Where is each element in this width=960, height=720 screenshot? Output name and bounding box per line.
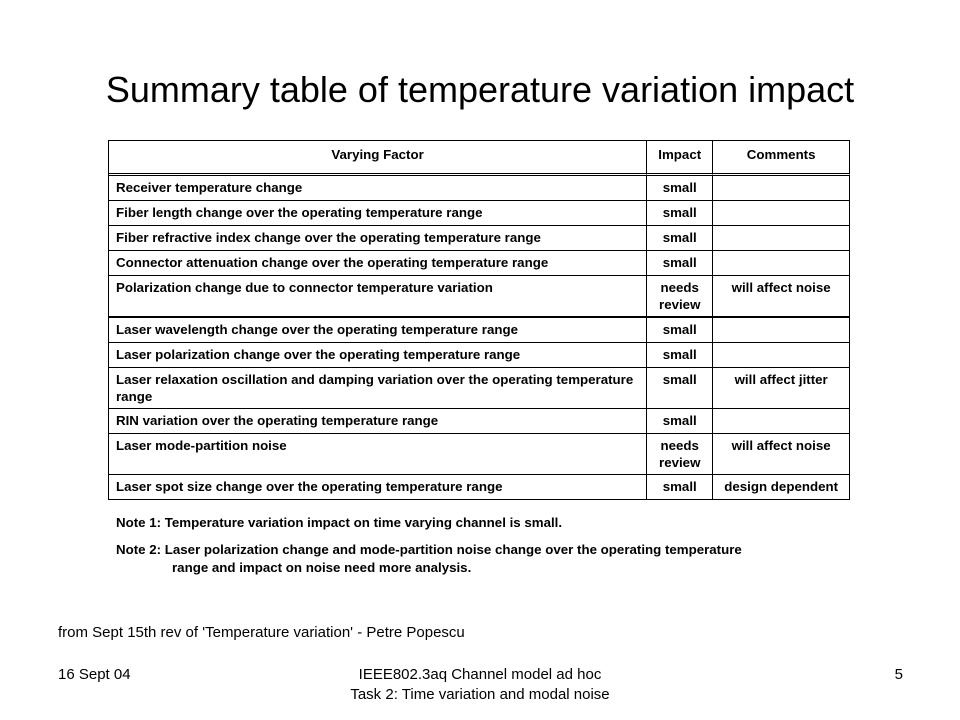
- cell-comments: [713, 251, 850, 276]
- cell-factor: Connector attenuation change over the operating temperature range: [109, 251, 647, 276]
- cell-factor: Laser spot size change over the operating temperature range: [109, 475, 647, 500]
- table-row: [109, 409, 850, 434]
- table-row: [109, 176, 850, 201]
- cell-impact: small: [647, 251, 713, 276]
- cell-factor: Polarization change due to connector temperature variation: [109, 276, 647, 318]
- cell-impact: small: [647, 318, 713, 343]
- summary-table: [108, 140, 850, 500]
- cell-factor: Fiber refractive index change over the operating temperature range: [109, 226, 647, 251]
- cell-comments: [713, 176, 850, 201]
- footer-center-line-2: Task 2: Time variation and modal noise: [350, 686, 610, 703]
- table-row: [109, 251, 850, 276]
- cell-impact: small: [647, 409, 713, 434]
- cell-impact: needs review: [647, 276, 713, 318]
- cell-comments: will affect noise: [713, 276, 850, 318]
- header-comments: Comments: [713, 141, 850, 176]
- header-impact: Impact: [647, 141, 713, 176]
- note-2-line-1: Note 2: Laser polarization change and mode-partition noise change over the operating temperature: [116, 542, 742, 557]
- note-1: Note 1: Temperature variation impact on time varying channel is small.: [116, 515, 563, 530]
- cell-factor: Laser relaxation oscillation and damping variation over the operating temperature range: [109, 368, 647, 409]
- cell-comments: [713, 226, 850, 251]
- cell-comments: will affect jitter: [713, 368, 850, 409]
- footer-page-number: 5: [894, 666, 903, 683]
- cell-impact: small: [647, 368, 713, 409]
- footer-center-line-1: IEEE802.3aq Channel model ad hoc: [358, 666, 602, 683]
- footer-date: 16 Sept 04: [58, 666, 131, 683]
- footer-center: [300, 665, 660, 705]
- cell-impact: small: [647, 201, 713, 226]
- cell-factor: Receiver temperature change: [109, 176, 647, 201]
- summary-table-container: [108, 140, 850, 500]
- cell-comments: [713, 201, 850, 226]
- cell-factor: Laser polarization change over the operating temperature range: [109, 343, 647, 368]
- cell-comments: [713, 409, 850, 434]
- cell-factor: Laser wavelength change over the operating temperature range: [109, 318, 647, 343]
- cell-impact: small: [647, 343, 713, 368]
- cell-comments: design dependent: [713, 475, 850, 500]
- table-row: [109, 343, 850, 368]
- note-2-line-2: range and impact on noise need more analysis.: [172, 560, 472, 575]
- cell-comments: [713, 318, 850, 343]
- cell-factor: Fiber length change over the operating temperature range: [109, 201, 647, 226]
- note-2: [116, 541, 876, 577]
- header-varying-factor: Varying Factor: [109, 141, 647, 176]
- table-row: [109, 475, 850, 500]
- table-row: [109, 226, 850, 251]
- table-row: [109, 368, 850, 409]
- table-row: [109, 201, 850, 226]
- cell-impact: small: [647, 176, 713, 201]
- cell-impact: small: [647, 475, 713, 500]
- table-row: [109, 276, 850, 318]
- slide-title: Summary table of temperature variation impact: [105, 69, 855, 110]
- cell-factor: Laser mode-partition noise: [109, 434, 647, 475]
- cell-impact: small: [647, 226, 713, 251]
- cell-comments: will affect noise: [713, 434, 850, 475]
- table-row: [109, 318, 850, 343]
- cell-impact: needs review: [647, 434, 713, 475]
- table-row: [109, 434, 850, 475]
- notes-block: [116, 514, 876, 577]
- cell-factor: RIN variation over the operating temperature range: [109, 409, 647, 434]
- table-header-row: [109, 141, 850, 176]
- source-attribution: from Sept 15th rev of 'Temperature variation' - Petre Popescu: [58, 624, 465, 641]
- cell-comments: [713, 343, 850, 368]
